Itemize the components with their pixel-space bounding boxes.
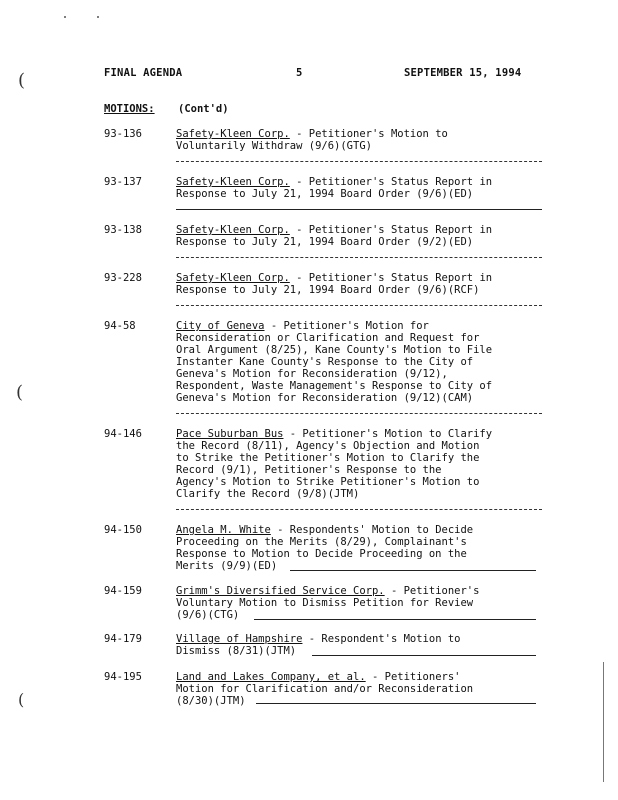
header-date: SEPTEMBER 15, 1994: [404, 67, 522, 79]
docket-number: 93-137: [104, 176, 142, 188]
fill-line: [290, 570, 536, 571]
separator-rule: [176, 413, 542, 414]
section-label: MOTIONS:: [104, 103, 155, 115]
separator-rule: [176, 257, 542, 258]
docket-number: 94-159: [104, 585, 142, 597]
party-name: Safety-Kleen Corp.: [176, 128, 290, 140]
fill-line: [312, 655, 536, 656]
entry-text: - Petitioner's Motion to Clarify the Record (8/11), Agency's Objection and Motion to Strike the Petitioner's Motion to Clarify the Record (9/1), Petitioner's Response to the Agency's Motion to Strike Petitioner's Motion to Clarify the Record (9/8)(JTM): [176, 428, 493, 500]
party-name: Safety-Kleen Corp.: [176, 272, 290, 284]
entry-description: [176, 128, 544, 152]
entry-text: - Respondent's Motion to Dismiss (8/31)(JTM): [176, 633, 461, 657]
margin-mark: (: [16, 382, 24, 403]
entry-description: [176, 320, 544, 404]
entry-text: - Petitioners' Motion for Clarification and/or Reconsideration (8/30)(JTM): [176, 671, 474, 707]
fill-line: [256, 703, 536, 704]
docket-number: 94-58: [104, 320, 136, 332]
entry-description: [176, 224, 544, 248]
entry-text: - Petitioner's Voluntary Motion to Dismiss Petition for Review (9/6)(CTG): [176, 585, 480, 621]
margin-mark: (: [18, 70, 26, 91]
entry-description: [176, 585, 544, 621]
scan-edge-line: [603, 662, 604, 782]
scan-speck: [97, 16, 99, 18]
separator-rule: [176, 161, 542, 162]
party-name: Safety-Kleen Corp.: [176, 224, 290, 236]
scan-speck: [64, 16, 66, 18]
party-name: Angela M. White: [176, 524, 271, 536]
party-name: City of Geneva: [176, 320, 265, 332]
docket-number: 94-195: [104, 671, 142, 683]
entry-text: - Petitioner's Status Report in Response to July 21, 1994 Board Order (9/6)(RCF): [176, 272, 493, 296]
entry-description: [176, 176, 544, 200]
page-number: 5: [296, 67, 303, 79]
docket-number: 93-228: [104, 272, 142, 284]
separator-rule: [176, 305, 542, 306]
docket-number: 93-136: [104, 128, 142, 140]
entry-description: [176, 671, 544, 707]
entry-text: - Petitioner's Status Report in Response to July 21, 1994 Board Order (9/2)(ED): [176, 224, 493, 248]
separator-rule: [176, 509, 542, 510]
entry-description: [176, 524, 544, 572]
entry-text: - Petitioner's Motion to Voluntarily Withdraw (9/6)(GTG): [176, 128, 448, 152]
party-name: Safety-Kleen Corp.: [176, 176, 290, 188]
party-name: Land and Lakes Company, et al.: [176, 671, 366, 683]
entry-text: - Petitioner's Motion for Reconsideration or Clarification and Request for Oral Argument (8/25), Kane County's Motion to File Instanter Kane County's Response to the City of Geneva's Motion for Reconsideration (9/12), Respondent, Waste Management's Response to City of Geneva's Motion for Reconsideration (9/12)(CAM): [176, 320, 493, 404]
party-name: Grimm's Diversified Service Corp.: [176, 585, 385, 597]
docket-number: 93-138: [104, 224, 142, 236]
party-name: Pace Suburban Bus: [176, 428, 284, 440]
entry-text: - Respondents' Motion to Decide Proceeding on the Merits (8/29), Complainant's Response to Motion to Decide Proceeding on the Merits (9/9)(ED): [176, 524, 474, 572]
margin-mark: (: [18, 690, 25, 709]
entry-text: - Petitioner's Status Report in Response to July 21, 1994 Board Order (9/6)(ED): [176, 176, 493, 200]
header-title: FINAL AGENDA: [104, 67, 183, 79]
section-continued: (Cont'd): [178, 103, 229, 115]
docket-number: 94-179: [104, 633, 142, 645]
party-name: Village of Hampshire: [176, 633, 303, 645]
entry-description: [176, 428, 544, 500]
entry-description: [176, 633, 544, 657]
fill-line: [254, 619, 536, 620]
entry-description: [176, 272, 544, 296]
separator-rule: [176, 209, 542, 210]
docket-number: 94-146: [104, 428, 142, 440]
docket-number: 94-150: [104, 524, 142, 536]
